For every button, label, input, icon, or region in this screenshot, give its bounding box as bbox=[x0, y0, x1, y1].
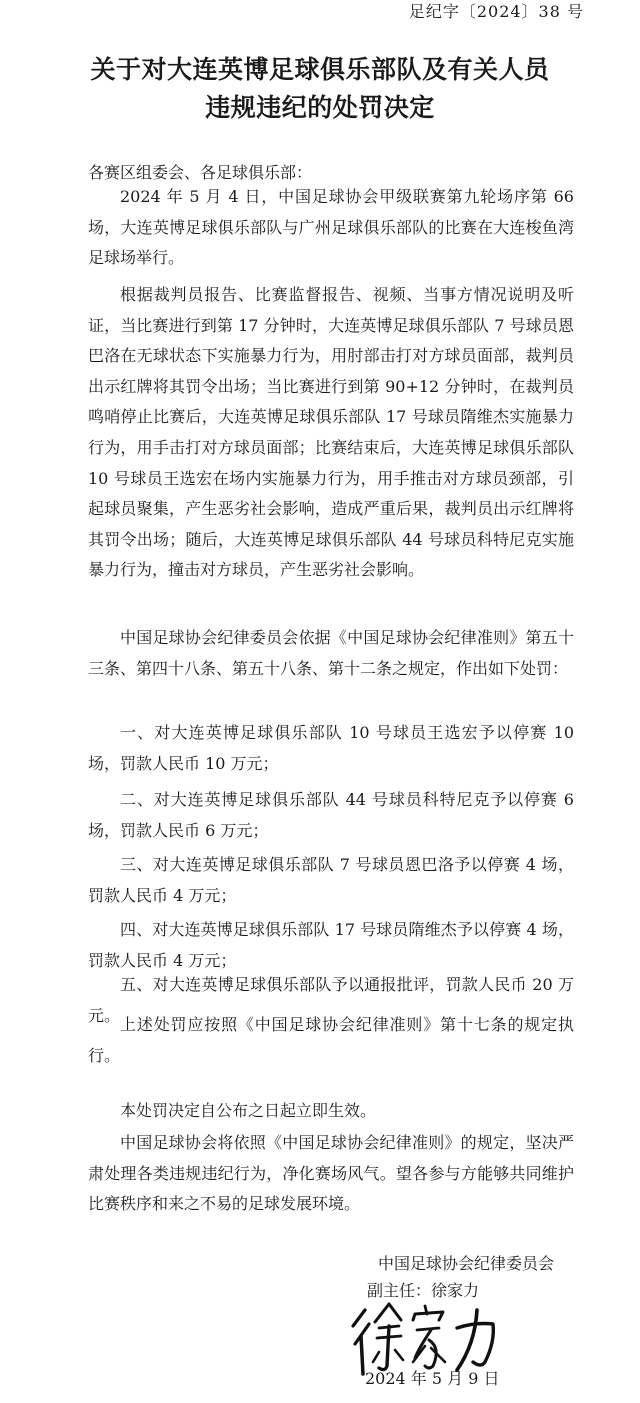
signatory-role: 副主任：徐家力 bbox=[367, 1281, 480, 1300]
paragraph-effective: 本处罚决定自公布之日起立即生效。 bbox=[120, 1101, 377, 1120]
penalty-item-5: 五、对大连英博足球俱乐部队予以通报批评，罚款人民币 20 万元。 bbox=[88, 975, 574, 1025]
document-title-line-1: 关于对大连英博足球俱乐部队及有关人员 bbox=[90, 55, 550, 84]
paragraph-execution: 上述处罚应按照《中国足球协会纪律准则》第十七条的规定执行。 bbox=[88, 1015, 574, 1065]
addressee: 各赛区组委会、各足球俱乐部： bbox=[88, 163, 313, 182]
document-title-line-2: 违规违纪的处罚决定 bbox=[205, 93, 435, 122]
paragraph-legal-basis: 中国足球协会纪律委员会依据《中国足球协会纪律准则》第五十三条、第四十八条、第五十八条、第十二条之规定，作出如下处罚： bbox=[88, 628, 574, 678]
signing-organization: 中国足球协会纪律委员会 bbox=[377, 1254, 554, 1273]
penalty-item-2: 二、对大连英博足球俱乐部队 44 号球员科特尼克予以停赛 6 场，罚款人民币 6 万元； bbox=[88, 790, 574, 840]
penalty-item-1: 一、对大连英博足球俱乐部队 10 号球员王选宏予以停赛 10 场，罚款人民币 10 万元； bbox=[88, 723, 574, 773]
document-number: 足纪字〔2024〕38 号 bbox=[408, 2, 584, 21]
paragraph-incident-details: 根据裁判员报告、比赛监督报告、视频、当事方情况说明及听证，当比赛进行到第 17 分钟时，大连英博足球俱乐部队 7 号球员恩巴洛在无球状态下实施暴力行为，用肘部击打对方球员面部，裁判员出示红牌将其罚令出场；当比赛进行到第 90+12 分钟时，在裁判员鸣哨停止比赛后，大连英博足球俱乐部队 17 号球员隋维杰实施暴力行为，用手击打对方球员面部；比赛结束后，大连英博足球俱乐部队 10 号球员王选宏在场内实施暴力行为，用手推击对方球员颈部，引起球员聚集，产生恶劣社会影响，造成严重后果，裁判员出示红牌将其罚令出场；随后，大连英博足球俱乐部队 44 号球员科特尼克实施暴力行为，撞击对方球员，产生恶劣社会影响。 bbox=[88, 285, 574, 580]
paragraph-match-info: 2024 年 5 月 4 日，中国足球协会甲级联赛第九轮场序第 66 场，大连英博足球俱乐部队与广州足球俱乐部队的比赛在大连梭鱼湾足球场举行。 bbox=[88, 187, 574, 268]
penalty-item-3: 三、对大连英博足球俱乐部队 7 号球员恩巴洛予以停赛 4 场，罚款人民币 4 万元； bbox=[88, 855, 574, 905]
penalty-item-4: 四、对大连英博足球俱乐部队 17 号球员隋维杰予以停赛 4 场，罚款人民币 4 万元； bbox=[88, 920, 574, 970]
paragraph-closing-statement: 中国足球协会将依照《中国足球协会纪律准则》的规定，坚决严肃处理各类违规违纪行为，净化赛场风气。望各参与方能够共同维护比赛秩序和来之不易的足球发展环境。 bbox=[88, 1133, 574, 1214]
signing-date: 2024 年 5 月 9 日 bbox=[365, 1369, 500, 1388]
